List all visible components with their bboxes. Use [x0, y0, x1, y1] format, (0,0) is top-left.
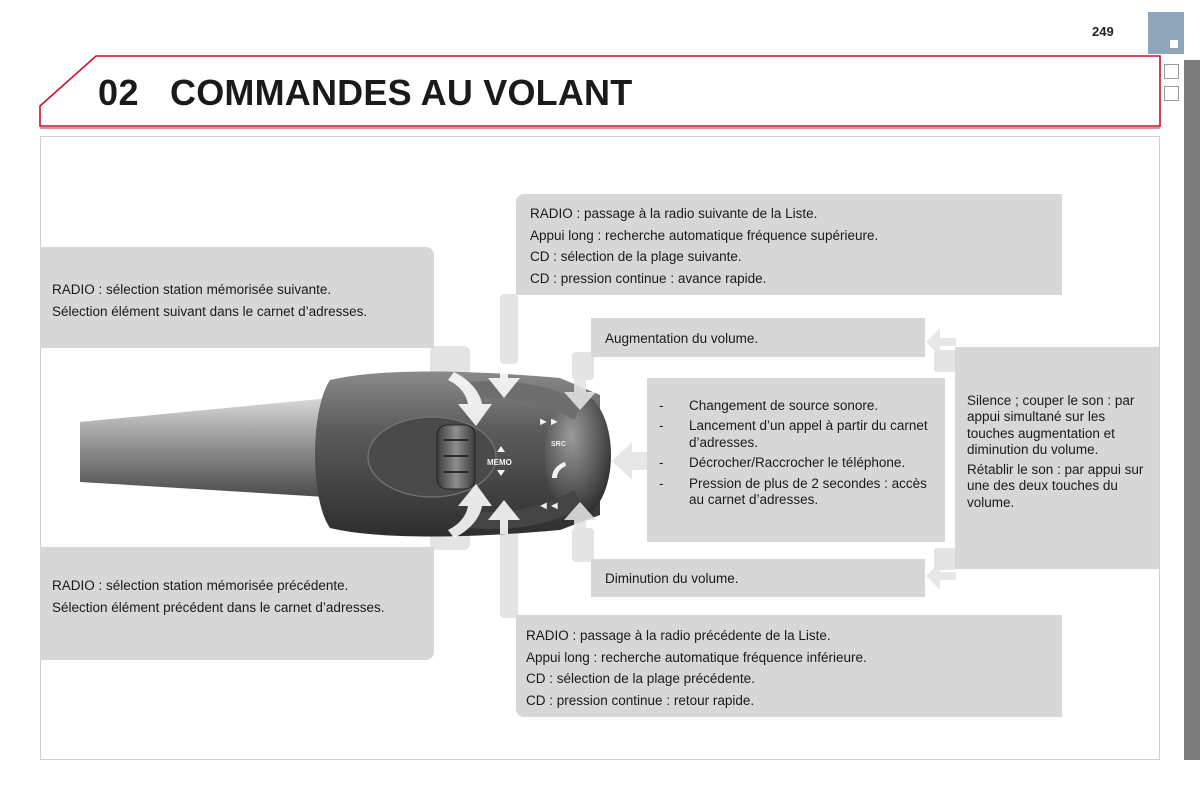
callout-line: CD : pression continue : avance rapide. [530, 270, 767, 286]
callout-line: CD : sélection de la plage précédente. [526, 671, 755, 687]
callout-line: Sélection élément précédent dans le carnet d’adresses. [52, 599, 385, 615]
stalk-arm [80, 398, 342, 498]
callout-line: Silence ; couper le son : par appui simultané sur les touches augmentation et diminution du volume. [967, 393, 1135, 458]
callout-line: Diminution du volume. [605, 571, 739, 586]
chapter-number: 02 [98, 72, 140, 113]
callout-line: RADIO : passage à la radio précédente de la Liste. [526, 628, 831, 643]
callout-line: CD : pression continue : retour rapide. [526, 692, 755, 708]
memo-control-oval [368, 417, 496, 497]
callout-volume-down [591, 559, 925, 597]
callout-line: CD : sélection de la plage suivante. [530, 249, 742, 265]
callout-src-button [647, 378, 945, 542]
callout-line: Rétablir le son : par appui sur une des deux touches du volume. [967, 461, 1144, 510]
list-item: - Lancement d’un appel à partir du carnet d’adresses. [659, 418, 933, 451]
callout-line: Sélection élément suivant dans le carnet d’adresses. [52, 303, 368, 319]
callout-line: RADIO : passage à la radio suivante de la Liste. [530, 206, 818, 221]
src-label: SRC [551, 441, 566, 448]
list-item: - Changement de source sonore. [659, 398, 933, 414]
callout-line: Augmentation du volume. [605, 331, 759, 346]
src-action-list [659, 398, 933, 509]
callout-silence [955, 347, 1159, 569]
callout-radio-next [516, 194, 1062, 295]
callout-memo-next [40, 247, 434, 348]
callout-radio-prev [516, 615, 1062, 717]
src-arrow-icon [612, 442, 647, 480]
memo-label: MEMO [487, 458, 512, 467]
page-number: 249 [1092, 24, 1114, 39]
list-item: - Pression de plus de 2 secondes : accès au carnet d’adresses. [659, 476, 933, 509]
callout-line: Appui long : recherche automatique fréquence supérieure. [530, 227, 879, 243]
list-item: - Décrocher/Raccrocher le téléphone. [659, 455, 933, 471]
callout-memo-prev [40, 547, 434, 660]
callout-line: RADIO : sélection station mémorisée précédente. [52, 578, 349, 593]
callout-line: RADIO : sélection station mémorisée suivante. [52, 282, 332, 297]
fast-forward-icon: ►► [538, 416, 560, 428]
callout-volume-up [591, 318, 925, 357]
callout-line: Appui long : recherche automatique fréquence inférieure. [526, 649, 867, 665]
rewind-icon: ◄◄ [538, 500, 560, 512]
page-title: COMMANDES AU VOLANT [170, 72, 633, 113]
